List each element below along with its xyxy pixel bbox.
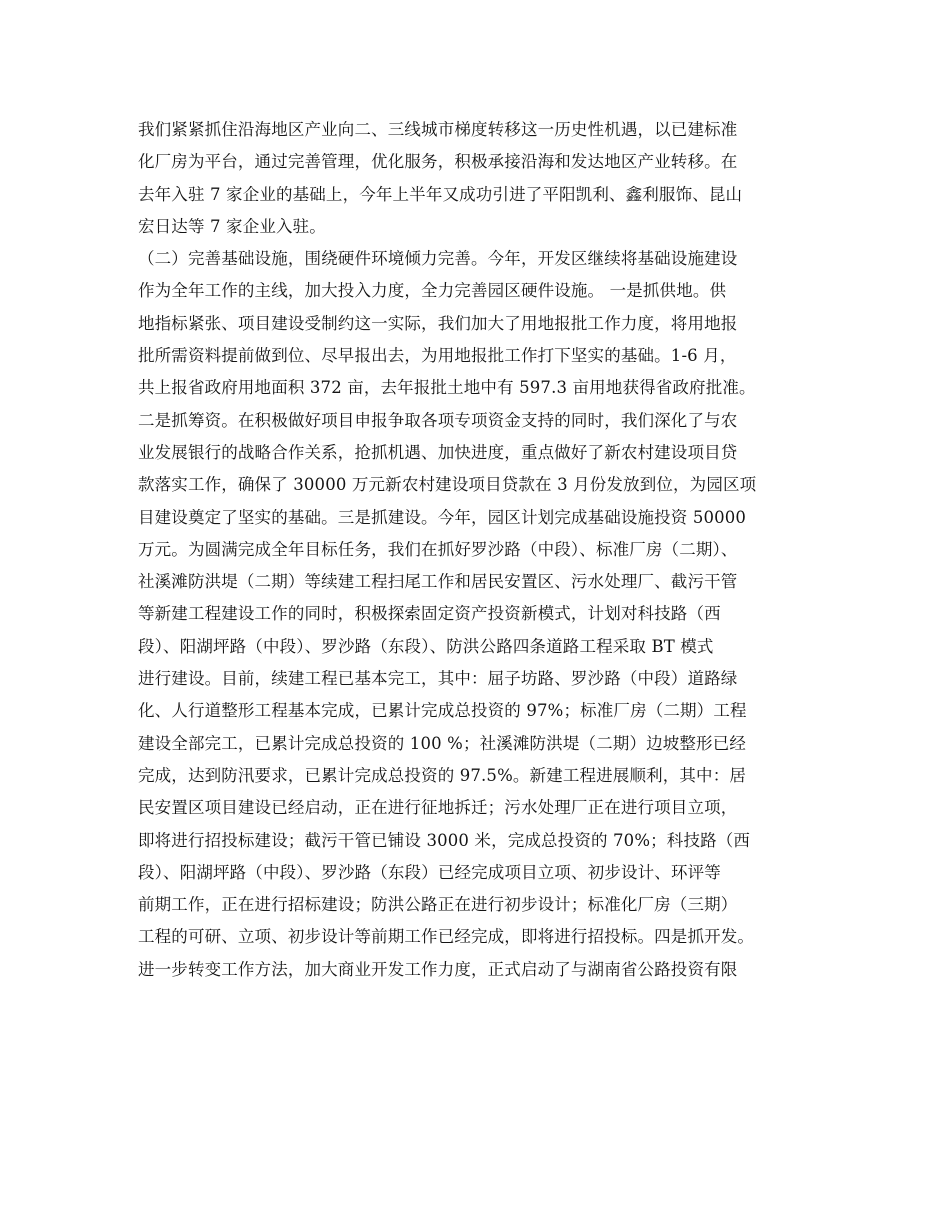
text-line: 宏日达等 7 家企业入驻。 bbox=[138, 216, 326, 236]
text-line: 完成，达到防汛要求，已累计完成总投资的 97.5%。新建工程进展顺利，其中：居 bbox=[138, 765, 747, 785]
text-line: 进行建设。目前，续建工程已基本完工，其中：屈子坊路、罗沙路（中段）道路绿 bbox=[138, 669, 738, 689]
text-line: 段）、阳湖坪路（中段）、罗沙路（东段）已经完成项目立项、初步设计、环评等 bbox=[138, 862, 721, 882]
text-line: 我们紧紧抓住沿海地区产业向二、三线城市梯度转移这一历史性机遇，以已建标准 bbox=[138, 120, 738, 139]
text-line: 工程的可研、立项、初步设计等前期工作已经完成，即将进行招投标。四是抓开发。 bbox=[138, 927, 755, 947]
text-line: （二）完善基础设施，围绕硬件环境倾力完善。今年，开发区继续将基础设施建设 bbox=[138, 249, 738, 269]
text-line: 批所需资料提前做到位、尽早报出去，为用地报批工作打下坚实的基础。1-6 月， bbox=[138, 346, 737, 366]
text-line: 万元。为圆满完成全年目标任务，我们在抓好罗沙路（中段）、标准厂房（二期）、 bbox=[138, 539, 738, 559]
text-line: 即将进行招投标建设；截污干管已铺设 3000 米，完成总投资的 70%；科技路（西 bbox=[138, 830, 751, 850]
text-line: 共上报省政府用地面积 372 亩，去年报批土地中有 597.3 亩用地获得省政府批准。 bbox=[138, 378, 756, 398]
text-line: 化厂房为平台，通过完善管理，优化服务，积极承接沿海和发达地区产业转移。在 bbox=[138, 152, 738, 172]
text-line: 业发展银行的战略合作关系，抢抓机遇、加快进度，重点做好了新农村建设项目贷 bbox=[138, 442, 738, 462]
body-text bbox=[138, 114, 828, 986]
text-line: 社溪滩防洪堤（二期）等续建工程扫尾工作和居民安置区、污水处理厂、截污干管 bbox=[138, 572, 738, 592]
text-line: 去年入驻 7 家企业的基础上，今年上半年又成功引进了平阳凯利、鑫利服饰、昆山 bbox=[138, 184, 743, 204]
text-line: 建设全部完工，已累计完成总投资的 100 %；社溪滩防洪堤（二期）边坡整形已经 bbox=[138, 733, 747, 753]
text-line: 目建设奠定了坚实的基础。三是抓建设。今年，园区计划完成基础设施投资 50000 bbox=[138, 507, 747, 527]
text-line: 段）、阳湖坪路（中段）、罗沙路（东段）、防洪公路四条道路工程采取 BT 模式 bbox=[138, 636, 714, 656]
text-line: 作为全年工作的主线，加大投入力度，全力完善园区硬件设施。 一是抓供地。供 bbox=[138, 281, 727, 301]
text-line: 地指标紧张、项目建设受制约这一实际，我们加大了用地报批工作力度，将用地报 bbox=[138, 313, 738, 333]
text-line: 二是抓筹资。在积极做好项目申报争取各项专项资金支持的同时，我们深化了与农 bbox=[138, 410, 738, 430]
text-line: 款落实工作，确保了 30000 万元新农村建设项目贷款在 3 月份发放到位，为园区项 bbox=[138, 475, 757, 495]
text-line: 等新建工程建设工作的同时，积极探索固定资产投资新模式，计划对科技路（西 bbox=[138, 604, 721, 624]
text-line: 前期工作，正在进行招标建设；防洪公路正在进行初步设计；标准化厂房（三期） bbox=[138, 895, 738, 915]
text-line: 化、人行道整形工程基本完成，已累计完成总投资的 97%；标准厂房（二期）工程 bbox=[138, 701, 747, 721]
text-line: 民安置区项目建设已经启动，正在进行征地拆迁；污水处理厂正在进行项目立项， bbox=[138, 798, 738, 818]
text-line: 进一步转变工作方法，加大商业开发工作力度，正式启动了与湖南省公路投资有限 bbox=[138, 959, 738, 979]
